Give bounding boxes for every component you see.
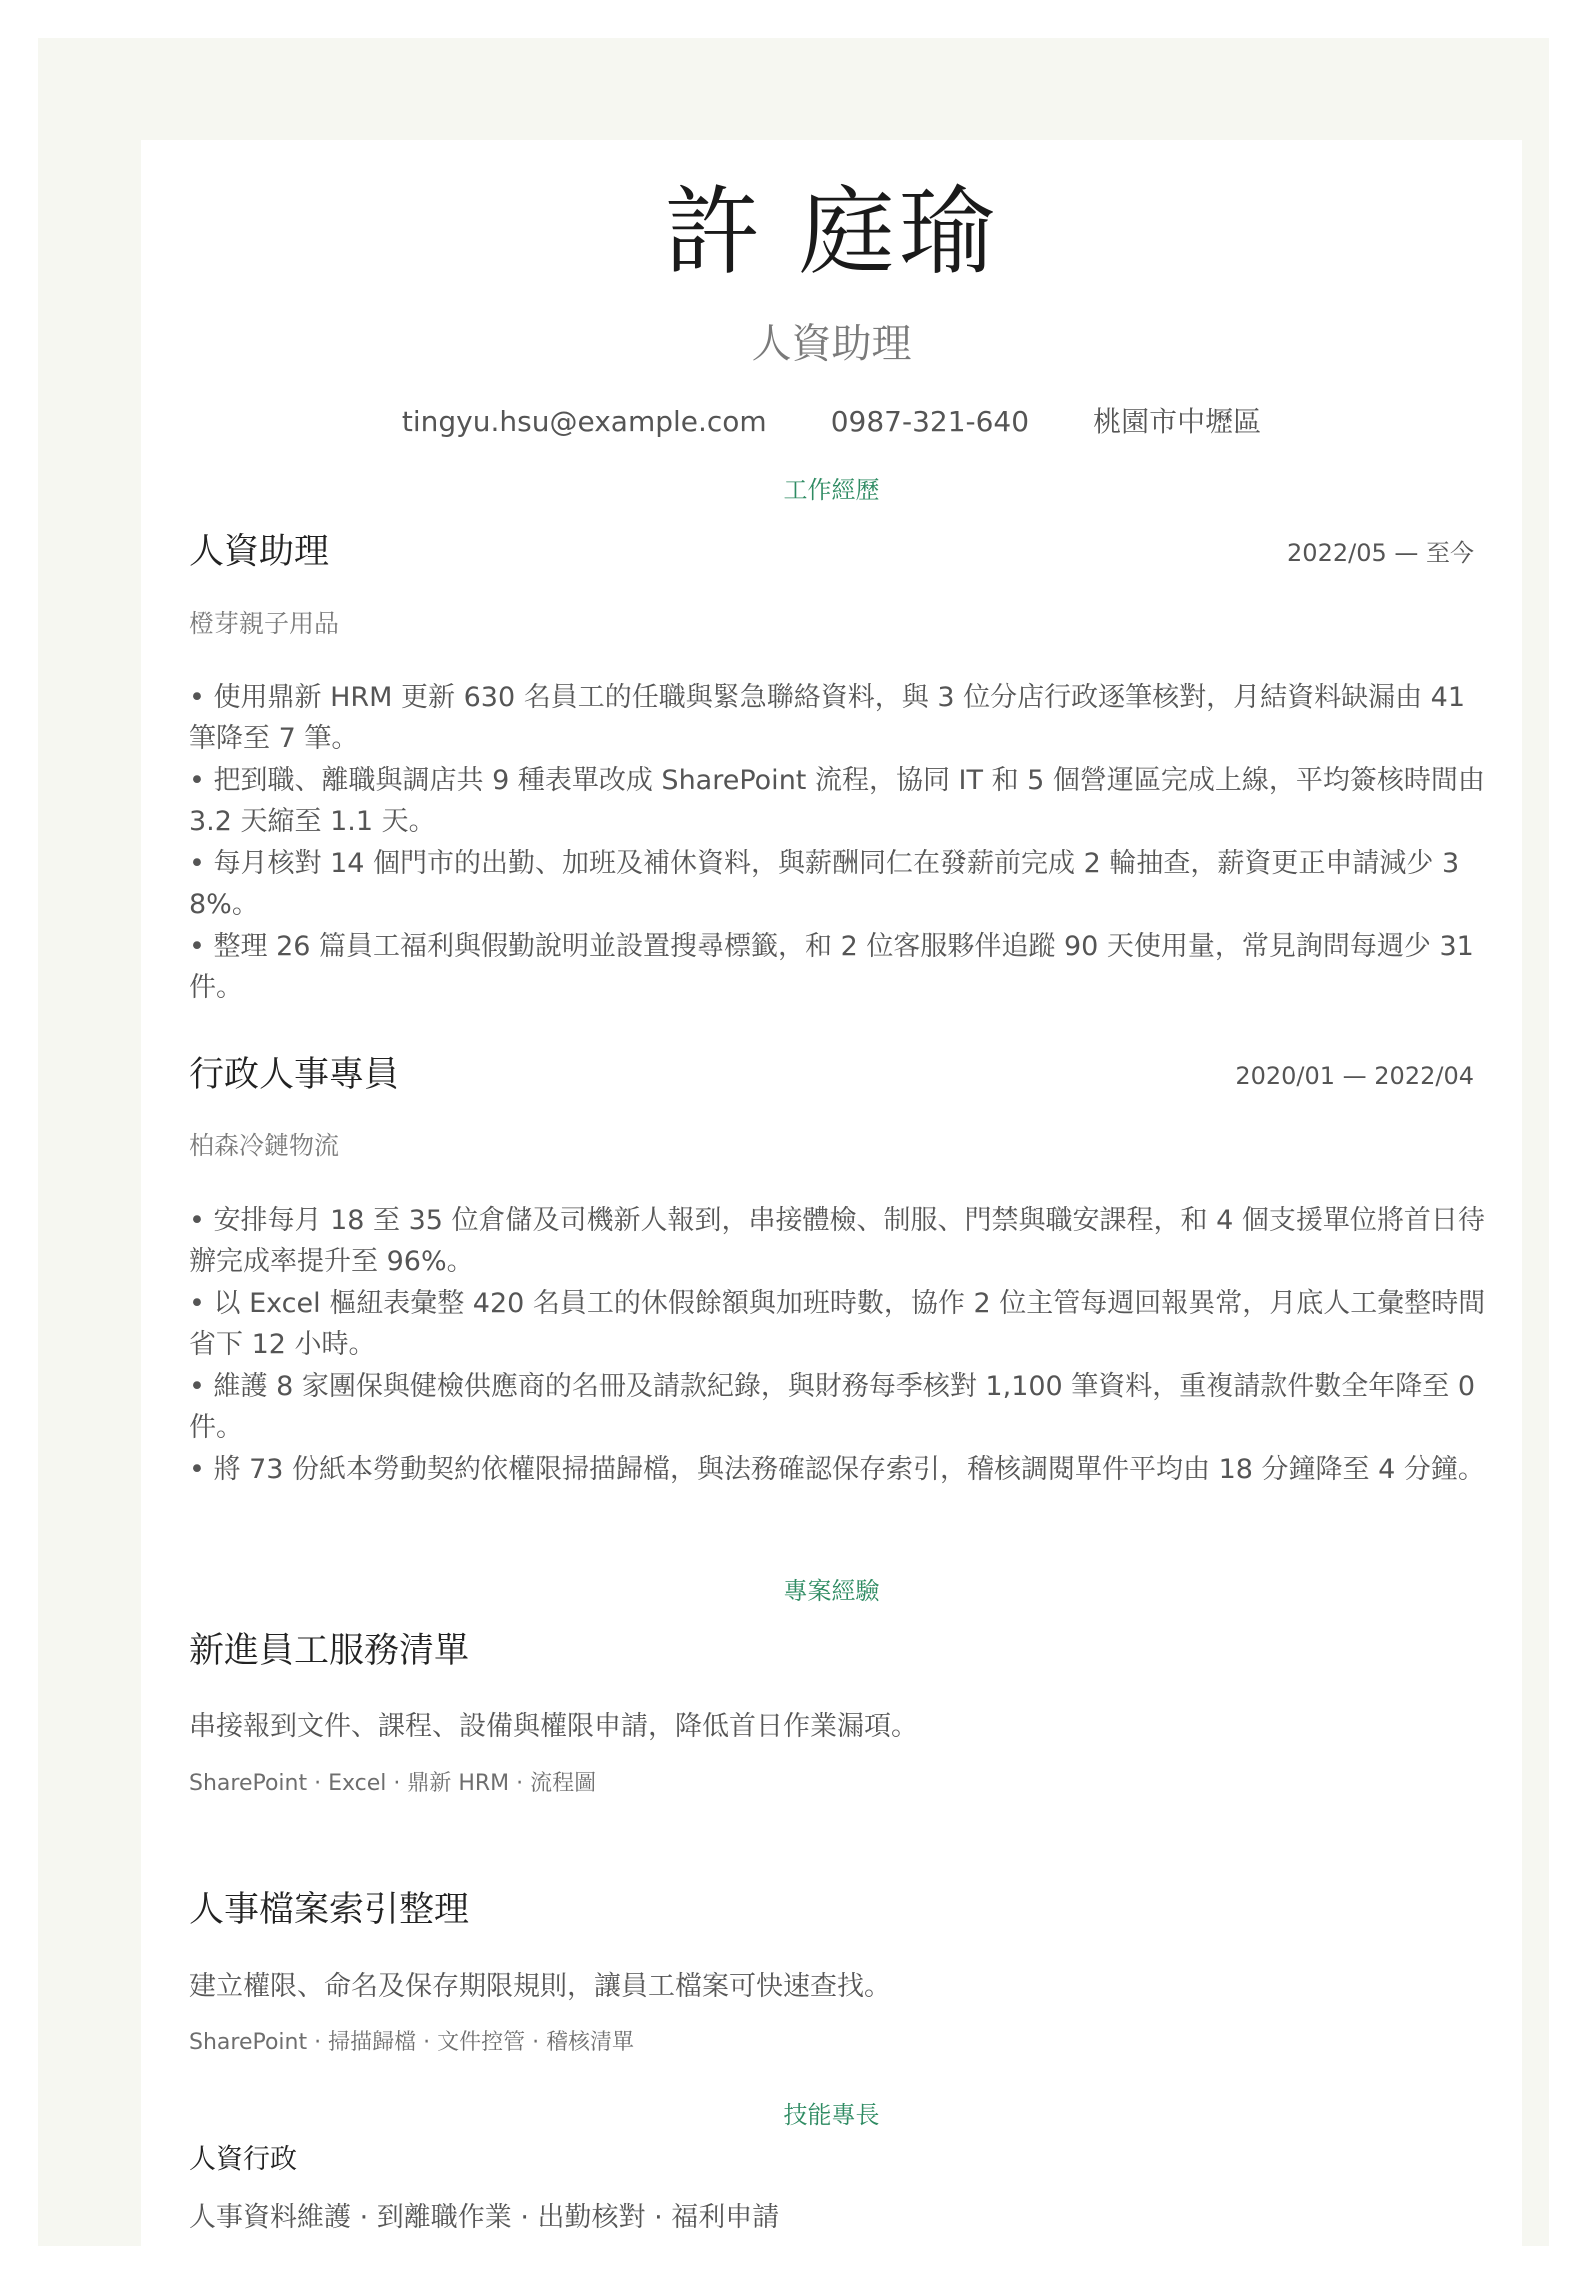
job-title: 人資助理 xyxy=(189,532,330,572)
project-description: 建立權限、命名及保存期限規則，讓員工檔案可快速查找。 xyxy=(189,1971,891,2002)
job-bullet: • 將 73 份紙本勞動契約依權限掃描歸檔，與法務確認保存索引，稽核調閱單件平均由 18 分鐘降至 4 分鐘。 xyxy=(189,1454,1485,1485)
job-dates: 2020/01 — 2022/04 xyxy=(1235,1062,1474,1090)
project-tags: SharePoint · 掃描歸檔 · 文件控管 · 稽核清單 xyxy=(189,2030,635,2055)
section-heading-projects: 專案經驗 xyxy=(783,1577,880,1605)
resume-sheet xyxy=(141,140,1522,2284)
job-bullet: • 把到職、離職與調店共 9 種表單改成 SharePoint 流程，協同 IT 和 5 個營運區完成上線，平均簽核時間由 3.2 天縮至 1.1 天。 xyxy=(189,765,1485,837)
page-frame xyxy=(38,38,1549,2246)
project-title: 新進員工服務清單 xyxy=(189,1631,470,1671)
project-tags: SharePoint · Excel · 鼎新 HRM · 流程圖 xyxy=(189,1771,597,1796)
job-company: 橙芽親子用品 xyxy=(189,609,340,638)
project-title: 人事檔案索引整理 xyxy=(189,1890,470,1930)
skill-category: 人資行政 xyxy=(189,2144,297,2175)
project-description: 串接報到文件、課程、設備與權限申請，降低首日作業漏項。 xyxy=(189,1711,918,1742)
contact-row xyxy=(141,402,1522,442)
job-company: 柏森冷鏈物流 xyxy=(189,1131,340,1160)
job-bullet: • 整理 26 篇員工福利與假勤說明並設置搜尋標籤，和 2 位客服夥伴追蹤 90 天使用量，常見詢問每週少 31 件。 xyxy=(189,931,1474,1003)
job-bullet: • 安排每月 18 至 35 位倉儲及司機新人報到，串接體檢、制服、門禁與職安課程，和 4 個支援單位將首日待辦完成率提升至 96%。 xyxy=(189,1205,1485,1277)
job-bullet: • 每月核對 14 個門市的出勤、加班及補休資料，與薪酬同仁在發薪前完成 2 輪抽查，薪資更正申請減少 38%。 xyxy=(189,848,1460,920)
contact-location: 桃園市中壢區 xyxy=(1093,405,1262,438)
section-heading-experience: 工作經歷 xyxy=(783,476,880,504)
job-bullet: • 使用鼎新 HRM 更新 630 名員工的任職與緊急聯絡資料，與 3 位分店行政逐筆核對，月結資料缺漏由 41 筆降至 7 筆。 xyxy=(189,682,1466,754)
job-bullet: • 以 Excel 樞紐表彙整 420 名員工的休假餘額與加班時數，協作 2 位主管每週回報異常，月底人工彙整時間省下 12 小時。 xyxy=(189,1288,1486,1360)
contact-phone[interactable]: 0987-321-640 xyxy=(830,405,1030,438)
job-bullet: • 維護 8 家團保與健檢供應商的名冊及請款紀錄，與財務每季核對 1,100 筆資料，重複請款件數全年降至 0 件。 xyxy=(189,1371,1476,1443)
job-title: 行政人事專員 xyxy=(189,1055,400,1095)
job-bullet-list xyxy=(189,1200,1489,1491)
job-bullet-list xyxy=(189,677,1489,1009)
contact-email[interactable]: tingyu.hsu@example.com xyxy=(401,405,767,438)
skill-items: 人事資料維護 · 到離職作業 · 出勤核對 · 福利申請 xyxy=(189,2202,780,2233)
candidate-title: 人資助理 xyxy=(751,321,912,367)
candidate-name: 許 庭瑜 xyxy=(664,176,999,288)
job-dates: 2022/05 — 至今 xyxy=(1287,539,1474,567)
section-heading-skills: 技能專長 xyxy=(783,2101,880,2129)
